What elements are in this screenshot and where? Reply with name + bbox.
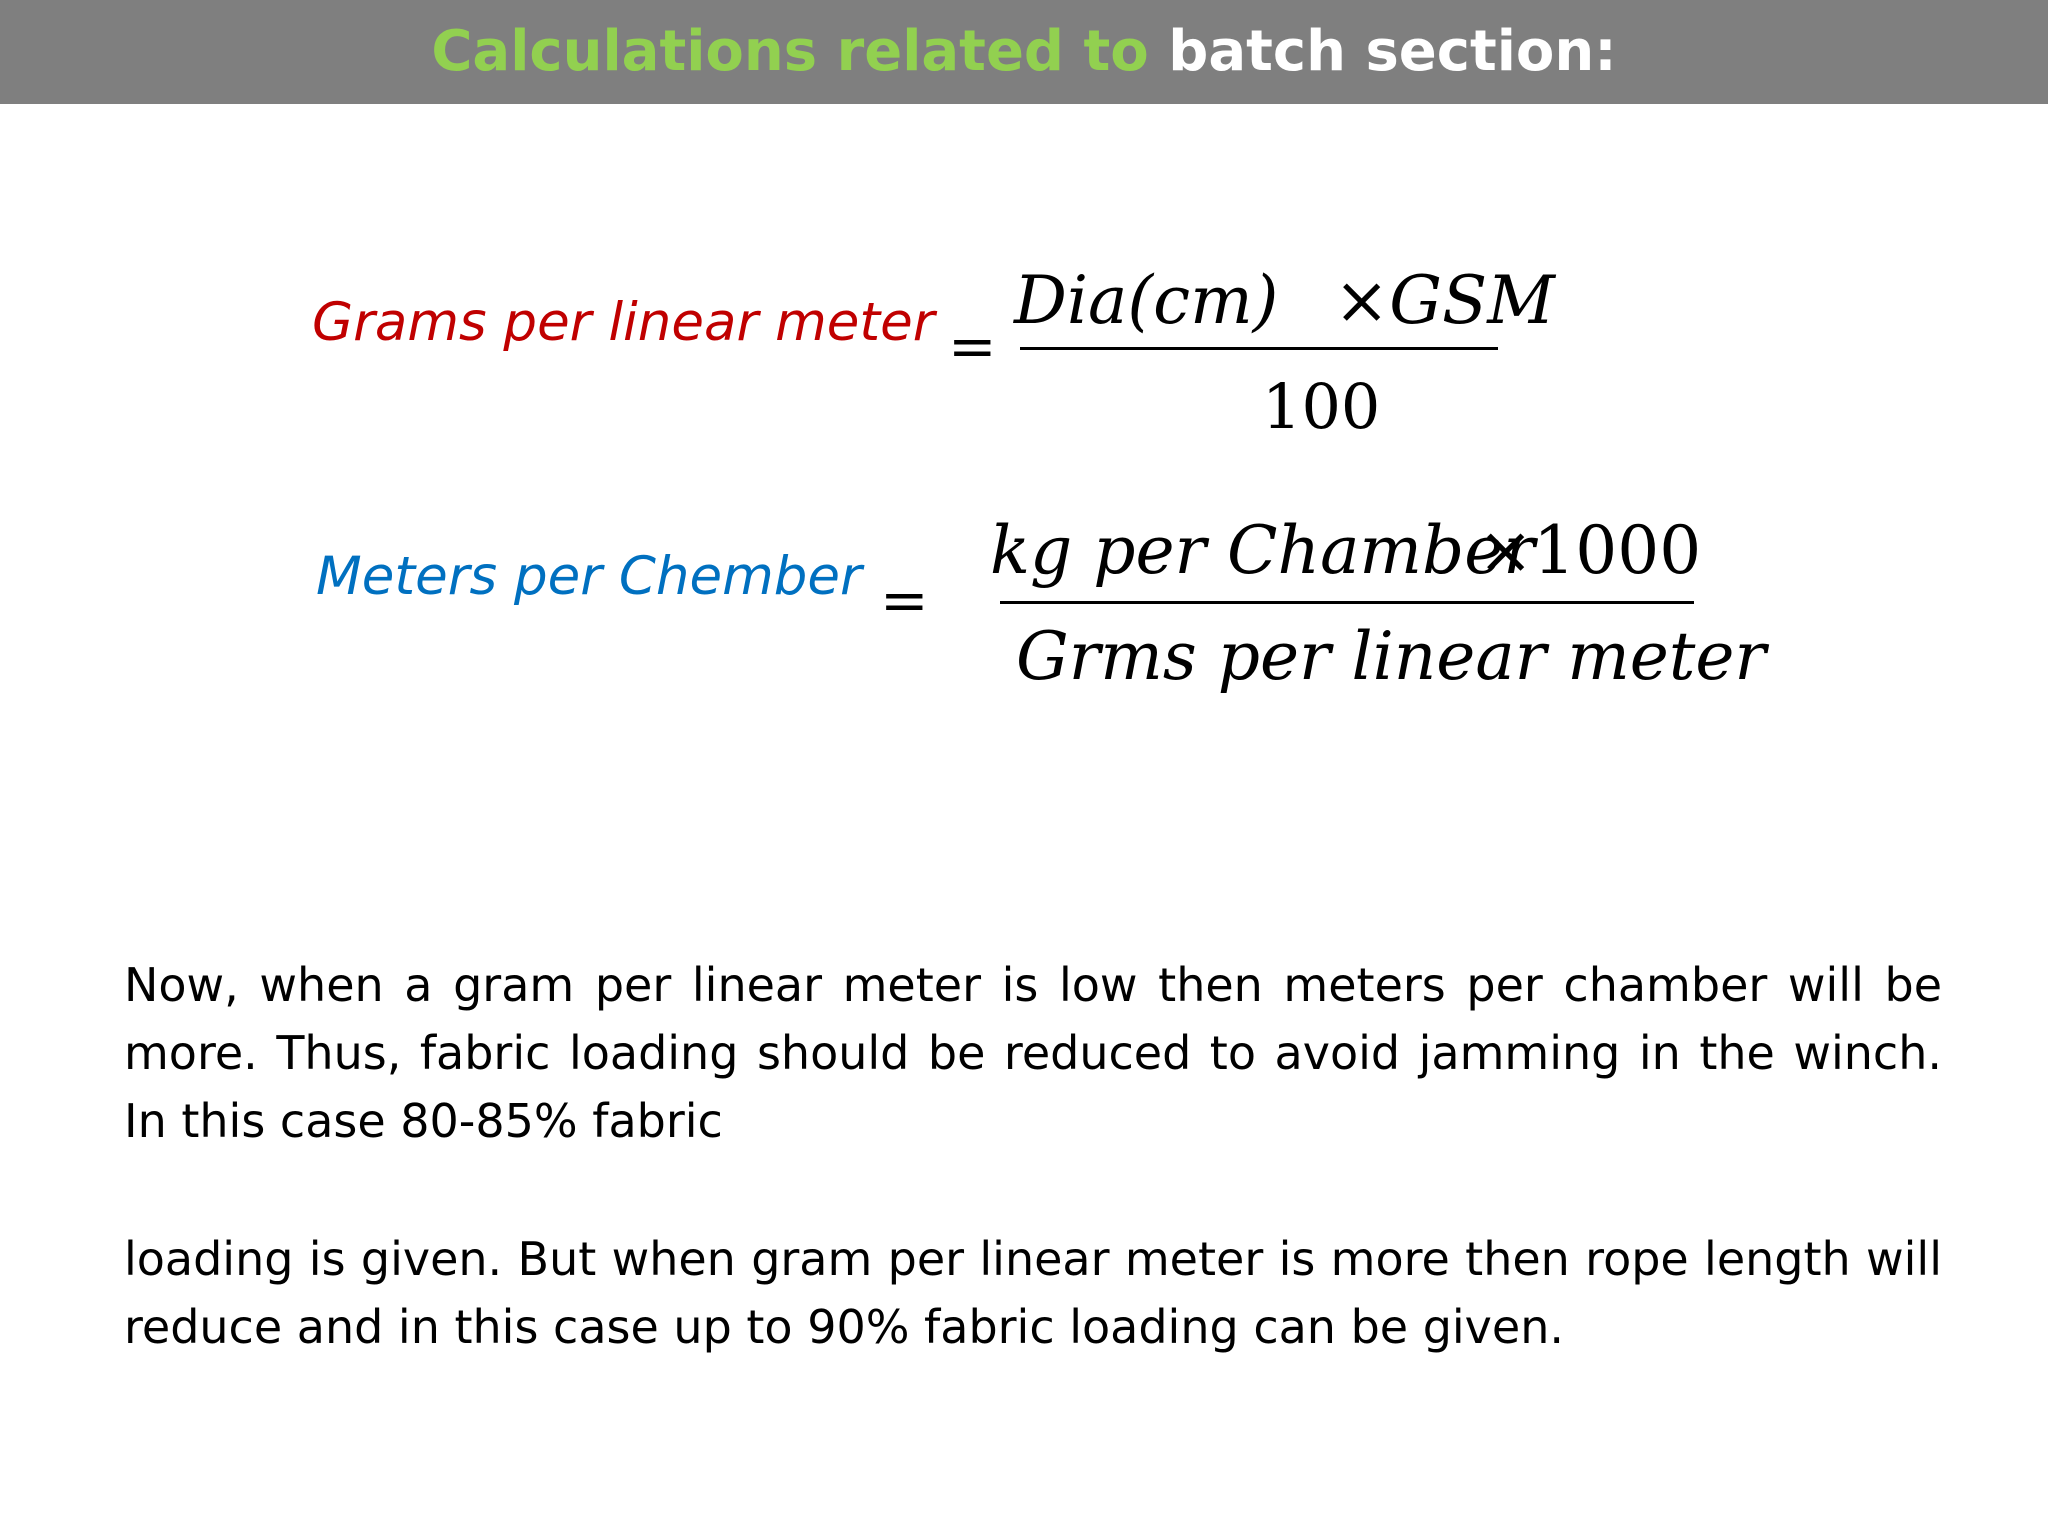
formula1-numerator-right: ×GSM xyxy=(1334,262,1555,339)
formula2-fraction-bar xyxy=(1000,601,1694,604)
formula1-label: Grams per linear meter xyxy=(312,292,935,353)
formula1-equals: = xyxy=(948,312,997,380)
formula2-label: Meters per Chember xyxy=(316,546,862,607)
formula1-denominator: 100 xyxy=(1262,370,1381,443)
title-white-part: batch section: xyxy=(1168,19,1617,84)
formula2-denominator: Grms per linear meter xyxy=(1016,618,1766,695)
title-bar xyxy=(0,0,2048,104)
title-green-part: Calculations related to xyxy=(431,19,1149,84)
formula2-numerator-left: kg per Chamber xyxy=(990,512,1535,589)
formula2-numerator-right: ×1000 xyxy=(1478,512,1702,589)
formula1-fraction-bar xyxy=(1020,347,1498,350)
body-paragraph-1: Now, when a gram per linear meter is low then meters per chamber will be more. Thus, fabric loading should be reduced to avoid jamming in the winch. In this case 80-85% fabric xyxy=(124,958,1942,1148)
body-paragraph-2: loading is given. But when gram per linear meter is more then rope length will reduce and in this case up to 90% fabric loading can be given. xyxy=(124,1232,1942,1354)
formula2-equals: = xyxy=(880,566,929,634)
formula1-numerator-left: Dia(cm) xyxy=(1014,262,1279,339)
